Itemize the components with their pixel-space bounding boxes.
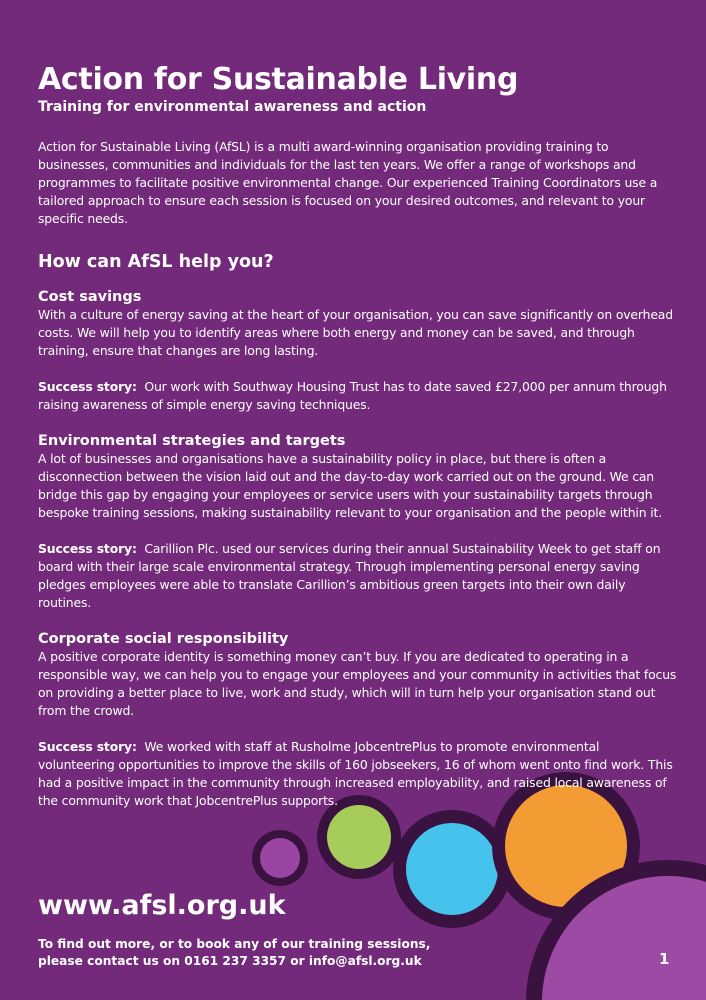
page-number: 1 <box>659 950 670 968</box>
help-heading: How can AfSL help you? <box>38 252 274 272</box>
circle-green <box>327 805 391 869</box>
section-body: A lot of businesses and organisations have a sustainability policy in place, but there is often a disconnection between the vision laid out and the day-to-day work carried out on the ground. We can bridge this gap by engaging your employees or service users with your sustainability targets through bespoke training sessions, making sustainability relevant to your organisation and the people within it. <box>38 451 663 520</box>
main-content <box>38 62 678 810</box>
section-corporate-responsibility <box>38 630 678 810</box>
section-body: With a culture of energy saving at the heart of your organisation, you can save significantly on overhead costs. We will help you to identify areas where both energy and money can be saved, and through training, ensure that changes are long lasting. <box>38 307 673 358</box>
contact-info <box>38 936 430 970</box>
circle-purple <box>260 838 300 878</box>
page-title: Action for Sustainable Living <box>38 62 519 97</box>
section-body: A positive corporate identity is something money can’t buy. If you are dedicated to operating in a responsible way, we can help you to engage your employees and your community in activities that focus on providing a better place to live, work and study, which will in turn help your organisation stand out from the crowd. <box>38 649 677 718</box>
section-heading: Corporate social responsibility <box>38 631 289 647</box>
section-cost-savings <box>38 288 678 414</box>
success-story-text: Carillion Plc. used our services during their annual Sustainability Week to get staff on board with their large scale environmental strategy. Through implementing personal energy saving pledges employees were able to translate Carillion’s ambitious green targets into their own daily routines. <box>38 541 661 610</box>
contact-line: please contact us on 0161 237 3357 or info@afsl.org.uk <box>38 954 422 968</box>
success-story-text: Our work with Southway Housing Trust has to date saved £27,000 per annum through raising awareness of simple energy saving techniques. <box>38 379 667 412</box>
success-story <box>38 378 678 414</box>
success-story-label: Success story: <box>38 739 137 754</box>
website-link[interactable]: www.afsl.org.uk <box>38 890 286 921</box>
success-story <box>38 738 678 810</box>
section-environmental-strategies <box>38 432 678 612</box>
success-story <box>38 540 678 612</box>
success-story-text: We worked with staff at Rusholme JobcentrePlus to promote environmental volunteering opportunities to improve the skills of 160 jobseekers, 16 of whom went onto find work. This had a positive impact in the community through increased employability, and raised local awareness of the community work that JobcentrePlus supports. <box>38 739 673 808</box>
page-subtitle: Training for environmental awareness and action <box>38 99 427 115</box>
contact-line: To find out more, or to book any of our training sessions, <box>38 937 431 951</box>
success-story-label: Success story: <box>38 379 137 394</box>
section-heading: Environmental strategies and targets <box>38 433 346 449</box>
success-story-label: Success story: <box>38 541 137 556</box>
circle-blue <box>406 823 498 915</box>
section-heading: Cost savings <box>38 289 142 305</box>
intro-paragraph: Action for Sustainable Living (AfSL) is a multi award-winning organisation providing training to businesses, communities and individuals for the last ten years. We offer a range of workshops and programmes to facilitate positive environmental change. Our experienced Training Coordinators use a tailored approach to ensure each session is focused on your desired outcomes, and relevant to your specific needs. <box>38 139 658 226</box>
